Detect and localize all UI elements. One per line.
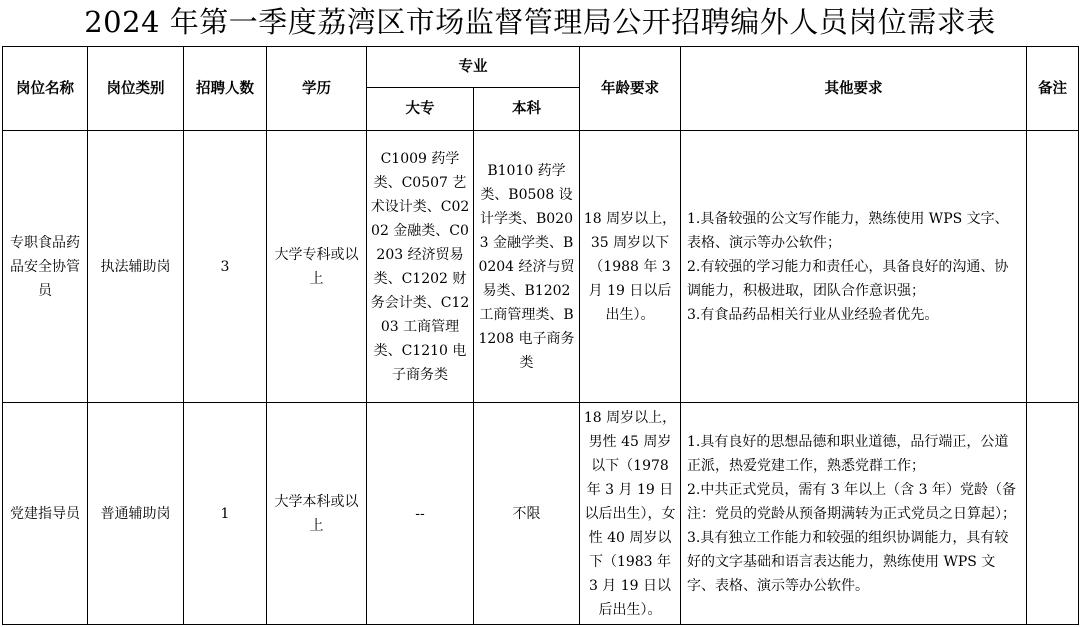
requirement-item: 2.有较强的学习能力和责任心，具备良好的沟通、协调能力，积极进取，团队合作意识强； bbox=[687, 258, 1009, 299]
age-text: 18 周岁以上，35 周岁以下（1988 年 3 月 19 日以后出生）。 bbox=[583, 210, 677, 323]
major-college-text: C1009 药学类、C0507 艺术设计类、C0202 金融类、C0203 经济贸易类、C1202 财务会计类、C1203 工商管理类、C1210 电子商务类 bbox=[370, 150, 470, 383]
major-bachelor-text: B1010 药学类、B0508 设计学类、B0203 金融学类、B0204 经济与贸易类、B1202 工商管理类、B1208 电子商务类 bbox=[478, 162, 575, 371]
cell-age bbox=[580, 131, 681, 403]
cell-headcount: 3 bbox=[184, 131, 267, 403]
header-other: 其他要求 bbox=[681, 47, 1027, 131]
position-name-text: 党建指导员 bbox=[10, 505, 80, 522]
cell-age bbox=[580, 403, 681, 625]
header-major: 专业 bbox=[367, 47, 580, 88]
cell-position-type: 执法辅助岗 bbox=[88, 131, 184, 403]
cell-other-requirements bbox=[681, 131, 1027, 403]
cell-major-college: -- bbox=[367, 403, 474, 625]
requirement-item: 1.具有良好的思想品德和职业道德，品行端正，公道正派，热爱党建工作，熟悉党群工作； bbox=[687, 433, 1009, 474]
header-age: 年龄要求 bbox=[580, 47, 681, 131]
header-headcount: 招聘人数 bbox=[184, 47, 267, 131]
job-requirements-table bbox=[2, 46, 1079, 625]
cell-other-requirements bbox=[681, 403, 1027, 625]
requirement-item: 2.中共正式党员，需有 3 年以上（含 3 年）党龄（备注：党员的党龄从预备期满转为正式党员之日算起）； bbox=[687, 481, 1016, 522]
cell-major-college bbox=[367, 131, 474, 403]
cell-position-name bbox=[3, 131, 88, 403]
cell-education: 大学专科或以上 bbox=[267, 131, 367, 403]
cell-remarks bbox=[1027, 403, 1079, 625]
table-row bbox=[3, 403, 1079, 625]
cell-education: 大学本科或以上 bbox=[267, 403, 367, 625]
header-position-name: 岗位名称 bbox=[3, 47, 88, 131]
requirement-item: 3.有食品药品相关行业从业经验者优先。 bbox=[687, 306, 939, 323]
position-name-text: 专职食品药品安全协管员 bbox=[10, 234, 80, 299]
cell-remarks bbox=[1027, 131, 1079, 403]
header-major-college: 大专 bbox=[367, 88, 474, 131]
cell-position-type: 普通辅助岗 bbox=[88, 403, 184, 625]
header-major-bachelor: 本科 bbox=[474, 88, 580, 131]
requirement-item: 1.具备较强的公文写作能力，熟练使用 WPS 文字、表格、演示等办公软件； bbox=[687, 210, 1009, 251]
cell-major-bachelor bbox=[474, 131, 580, 403]
cell-position-name bbox=[3, 403, 88, 625]
table-row bbox=[3, 131, 1079, 403]
cell-headcount: 1 bbox=[184, 403, 267, 625]
header-position-type: 岗位类别 bbox=[88, 47, 184, 131]
header-education: 学历 bbox=[267, 47, 367, 131]
cell-major-bachelor: 不限 bbox=[474, 403, 580, 625]
requirement-item: 3.具有独立工作能力和较强的组织协调能力，具有较好的文字基础和语言表达能力，熟练使用 WPS 文字、表格、演示等办公软件。 bbox=[687, 529, 1009, 594]
page-title: 2024 年第一季度荔湾区市场监督管理局公开招聘编外人员岗位需求表 bbox=[84, 5, 996, 39]
header-remarks: 备注 bbox=[1027, 47, 1079, 131]
age-text: 18 周岁以上，男性 45 周岁以下（1978 年 3 月 19 日以后出生），女性 40 周岁以下（1983 年 3 月 19 日以后出生）。 bbox=[583, 409, 677, 618]
